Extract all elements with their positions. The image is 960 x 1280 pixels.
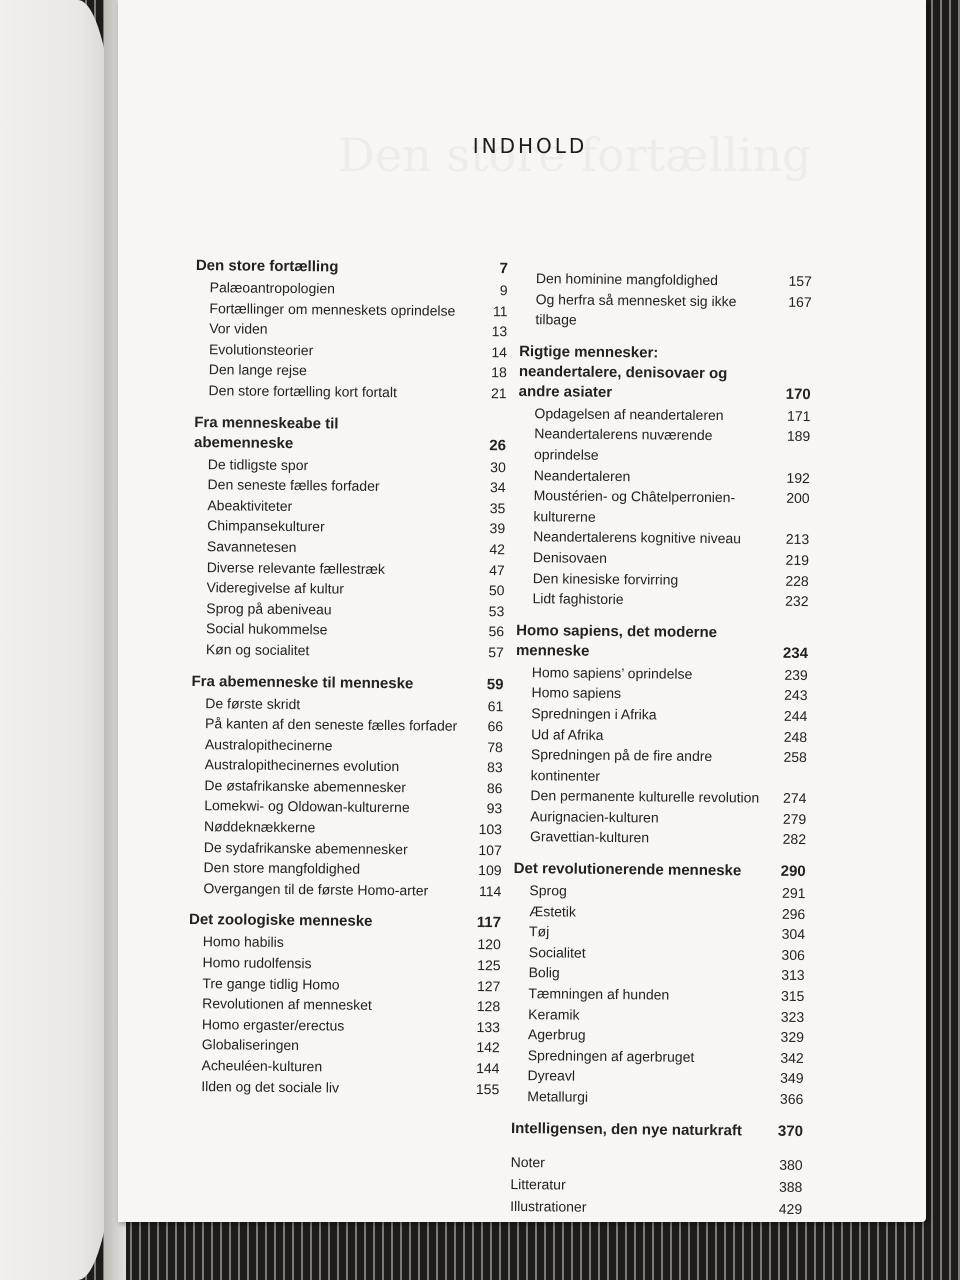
entry-title: Metallurgi xyxy=(527,1088,589,1105)
entry-title: Homo ergaster/erectus xyxy=(201,1015,345,1034)
toc-entry xyxy=(189,878,501,902)
toc-section xyxy=(189,671,503,901)
entry-title: Australopithecinerne xyxy=(204,735,333,754)
entry-title: Palæoantropologien xyxy=(209,279,336,297)
entry-title: Nøddeknækkerne xyxy=(203,818,316,836)
entry-page-number: 93 xyxy=(486,800,503,817)
entry-page-number: 66 xyxy=(487,718,504,735)
entry-page-number: 171 xyxy=(787,407,811,424)
entry-title: Spredningen i Afrika xyxy=(531,705,657,723)
entry-page-number: 30 xyxy=(490,458,506,475)
entry-page-number: 14 xyxy=(491,343,508,361)
section-heading xyxy=(514,859,806,882)
section-heading xyxy=(194,413,506,456)
entry-page-number: 117 xyxy=(476,914,502,932)
entry-title: Den store fortælling xyxy=(195,256,339,276)
entry-title: Savannetesen xyxy=(206,538,297,556)
entry-title: Revolutionen af mennesket xyxy=(202,995,372,1014)
toc-entry xyxy=(187,1076,499,1100)
entry-title: Ud af Afrika xyxy=(531,725,604,743)
toc-entry xyxy=(515,744,807,788)
entry-title: Homo habilis xyxy=(202,933,284,951)
section-heading xyxy=(196,256,508,279)
entry-title: Opdagelsen af neandertaleren xyxy=(534,404,724,423)
entry-title: Spredningen på de fire andre kontinenter xyxy=(530,746,713,784)
entry-page-number: 323 xyxy=(780,1008,805,1025)
entry-title: Moustérien- og Châtelperronien-kulturerne xyxy=(533,487,736,525)
entry-page-number: 232 xyxy=(785,592,809,610)
toc-entry xyxy=(516,588,808,612)
entry-page-number: 21 xyxy=(490,385,507,402)
entry-page-number: 39 xyxy=(489,520,506,537)
entry-title: Evolutionsteorier xyxy=(208,340,314,359)
entry-title: De første skridt xyxy=(205,694,301,712)
entry-page-number: 429 xyxy=(778,1200,803,1217)
entry-title: Den kinesiske forvirring xyxy=(532,569,679,588)
entry-title: Homo rudolfensis xyxy=(202,954,312,972)
entry-title: Tæmningen af hunden xyxy=(528,985,670,1003)
entry-page-number: 107 xyxy=(478,841,502,858)
entry-page-number: 114 xyxy=(478,882,502,900)
facing-page xyxy=(0,0,118,1280)
entry-page-number: 192 xyxy=(786,469,810,486)
entry-title: Gravettian-kulturen xyxy=(529,828,650,846)
entry-page-number: 243 xyxy=(784,687,808,704)
entry-page-number: 219 xyxy=(785,551,810,568)
entry-page-number: 61 xyxy=(487,697,504,714)
entry-page-number: 228 xyxy=(785,572,809,589)
toc-section xyxy=(511,859,806,1110)
toc-section xyxy=(511,1119,803,1142)
section-heading xyxy=(189,910,501,933)
entry-page-number: 57 xyxy=(488,643,504,661)
entry-page-number: 315 xyxy=(780,987,805,1005)
toc-entry xyxy=(192,639,504,663)
entry-page-number: 59 xyxy=(486,675,504,693)
entry-page-number: 157 xyxy=(788,272,812,290)
entry-title: Det revolutionerende menneske xyxy=(513,860,742,880)
entry-page-number: 26 xyxy=(489,436,507,454)
entry-page-number: 274 xyxy=(783,790,807,807)
entry-title: Ilden og det sociale liv xyxy=(201,1077,340,1096)
entry-title: Noter xyxy=(510,1153,545,1170)
entry-title: Overgangen til de første Homo-arter xyxy=(203,879,429,899)
toc-entry xyxy=(194,380,506,404)
entry-title: Aurignacien-kulturen xyxy=(530,808,659,826)
back-matter-entry xyxy=(510,1173,802,1198)
toc-left-column xyxy=(187,256,508,1111)
section-heading xyxy=(511,1119,803,1142)
entry-page-number: 78 xyxy=(487,738,503,755)
entry-title: De tidligste spor xyxy=(207,455,309,473)
entry-title: Illustrationer xyxy=(510,1197,587,1215)
entry-title: Fra abemenneske til menneske xyxy=(191,672,414,692)
entry-page-number: 244 xyxy=(783,707,808,724)
entry-page-number: 282 xyxy=(782,831,807,848)
entry-title: Globaliseringen xyxy=(201,1036,300,1054)
section-heading xyxy=(516,621,808,664)
entry-title: Den store mangfoldighed xyxy=(203,859,361,878)
toc-entry xyxy=(514,826,806,850)
entry-page-number: 109 xyxy=(478,862,502,879)
toc-entry xyxy=(518,423,810,467)
entry-page-number: 304 xyxy=(781,926,806,943)
toc-section xyxy=(194,256,507,404)
entry-title: Vor viden xyxy=(209,320,268,337)
entry-title: Spredningen af agerbruget xyxy=(527,1046,695,1065)
entry-title: Socialitet xyxy=(528,943,586,961)
entry-title: Videregivelse af kultur xyxy=(206,579,345,597)
entry-title: Lidt faghistorie xyxy=(532,590,624,608)
page-title: INDHOLD xyxy=(472,134,588,158)
entry-title: Den store fortælling kort fortalt xyxy=(208,382,397,401)
entry-page-number: 9 xyxy=(499,282,508,299)
back-matter xyxy=(510,1151,803,1220)
toc-entry xyxy=(517,485,809,529)
entry-page-number: 370 xyxy=(777,1122,804,1140)
toc-entry xyxy=(513,901,805,925)
entry-title: Køn og socialitet xyxy=(205,641,310,659)
entry-page-number: 155 xyxy=(475,1080,500,1097)
entry-page-number: 329 xyxy=(780,1028,805,1046)
entry-page-number: 125 xyxy=(477,957,501,974)
entry-page-number: 366 xyxy=(779,1090,804,1108)
entry-title: Æstetik xyxy=(529,902,577,920)
section-heading xyxy=(191,671,503,694)
entry-title: Fortællinger om menneskets oprindelse xyxy=(209,299,456,319)
toc-entry xyxy=(511,1086,803,1110)
entry-page-number: 313 xyxy=(781,967,805,984)
entry-page-number: 349 xyxy=(780,1070,804,1087)
back-matter-entry xyxy=(511,1151,803,1176)
entry-title: De sydafrikanske abemennesker xyxy=(203,838,408,857)
toc-section xyxy=(192,413,507,663)
entry-title: Denisovaen xyxy=(532,549,607,566)
entry-title: Tre gange tidlig Homo xyxy=(202,974,340,993)
entry-page-number: 11 xyxy=(492,302,508,319)
entry-title: Det zoologiske menneske xyxy=(188,911,373,931)
entry-page-number: 18 xyxy=(491,364,507,381)
toc-section xyxy=(514,621,808,850)
entry-page-number: 83 xyxy=(486,759,503,776)
entry-title: Australopithecinernes evolution xyxy=(204,756,400,775)
toc-section-continued xyxy=(519,268,812,333)
entry-page-number: 380 xyxy=(779,1156,803,1173)
entry-page-number: 53 xyxy=(488,602,505,619)
entry-title: Social hukommelse xyxy=(206,620,328,638)
entry-page-number: 42 xyxy=(489,541,506,558)
section-heading xyxy=(519,342,812,405)
entry-page-number: 7 xyxy=(499,260,508,278)
entry-title: Fra menneskeabe til abemenneske xyxy=(193,413,339,452)
toc-entry xyxy=(519,289,811,333)
entry-title: Bolig xyxy=(528,964,560,981)
entry-page-number: 279 xyxy=(782,810,807,827)
entry-page-number: 234 xyxy=(782,644,809,662)
entry-page-number: 86 xyxy=(486,779,503,797)
entry-page-number: 258 xyxy=(783,748,807,766)
entry-page-number: 388 xyxy=(778,1178,803,1195)
entry-page-number: 291 xyxy=(782,884,806,902)
entry-page-number: 306 xyxy=(781,946,805,963)
entry-page-number: 34 xyxy=(489,479,506,496)
entry-title: Keramik xyxy=(528,1005,580,1023)
entry-title: De østafrikanske abemennesker xyxy=(204,776,407,796)
entry-page-number: 200 xyxy=(786,489,810,507)
entry-title: Den permanente kulturelle revolution xyxy=(530,787,760,806)
entry-page-number: 239 xyxy=(784,666,808,683)
back-matter-entry xyxy=(510,1195,802,1220)
entry-page-number: 50 xyxy=(488,582,505,599)
entry-page-number: 170 xyxy=(785,385,811,403)
entry-page-number: 342 xyxy=(780,1049,804,1066)
entry-title: På kanten af den seneste fælles forfader xyxy=(205,715,458,734)
toc-right-column xyxy=(510,268,812,1232)
entry-page-number: 290 xyxy=(780,862,806,881)
entry-page-number: 127 xyxy=(476,977,501,994)
entry-title: Dyreavl xyxy=(527,1067,576,1085)
entry-title: Homo sapiens xyxy=(531,684,622,702)
entry-title: Sprog xyxy=(529,882,567,899)
entry-title: Den seneste fælles forfader xyxy=(207,476,380,495)
entry-title: Rigtige mennesker: neandertalere, denisovaer og andre asiater xyxy=(518,342,728,401)
entry-page-number: 13 xyxy=(491,323,508,340)
entry-title: Agerbrug xyxy=(527,1026,586,1043)
entry-title: Sprog på abeniveau xyxy=(206,599,332,618)
entry-title: Lomekwi- og Oldowan-kulturerne xyxy=(204,797,410,816)
entry-title: Neandertalerens nuværende oprindelse xyxy=(533,425,713,463)
toc-section xyxy=(187,910,501,1099)
entry-title: Chimpansekulturer xyxy=(207,517,325,535)
entry-page-number: 35 xyxy=(489,499,506,517)
entry-title: Diverse relevante fællestræk xyxy=(206,558,385,577)
entry-title: Neandertaleren xyxy=(533,466,631,484)
entry-title: Den lange rejse xyxy=(208,361,307,379)
entry-title: Intelligensen, den nye naturkraft xyxy=(510,1119,742,1139)
entry-title: Tøj xyxy=(528,923,550,940)
entry-page-number: 248 xyxy=(783,728,808,745)
entry-page-number: 167 xyxy=(788,293,812,310)
entry-page-number: 103 xyxy=(478,821,503,838)
entry-title: Neandertalerens kognitive niveau xyxy=(533,528,742,547)
entry-page-number: 296 xyxy=(781,905,806,922)
entry-page-number: 142 xyxy=(476,1039,500,1056)
entry-page-number: 56 xyxy=(488,623,505,640)
entry-title: Abeaktiviteter xyxy=(207,496,293,514)
toc-section xyxy=(516,342,811,612)
entry-title: Litteratur xyxy=(510,1175,566,1193)
entry-title: Den hominine mangfoldighed xyxy=(535,270,719,289)
entry-page-number: 120 xyxy=(477,936,501,953)
entry-page-number: 47 xyxy=(489,561,505,578)
entry-page-number: 189 xyxy=(786,428,811,445)
entry-page-number: 128 xyxy=(476,998,501,1015)
entry-page-number: 144 xyxy=(476,1059,500,1077)
entry-title: Og herfra så mennesket sig ikke tilbage xyxy=(535,290,737,328)
entry-page-number: 213 xyxy=(785,531,810,548)
entry-title: Acheuléen-kulturen xyxy=(201,1057,323,1075)
entry-title: Homo sapiens’ oprindelse xyxy=(531,663,693,682)
entry-title: Homo sapiens, det moderne menneske xyxy=(515,621,718,660)
entry-page-number: 133 xyxy=(476,1018,501,1036)
